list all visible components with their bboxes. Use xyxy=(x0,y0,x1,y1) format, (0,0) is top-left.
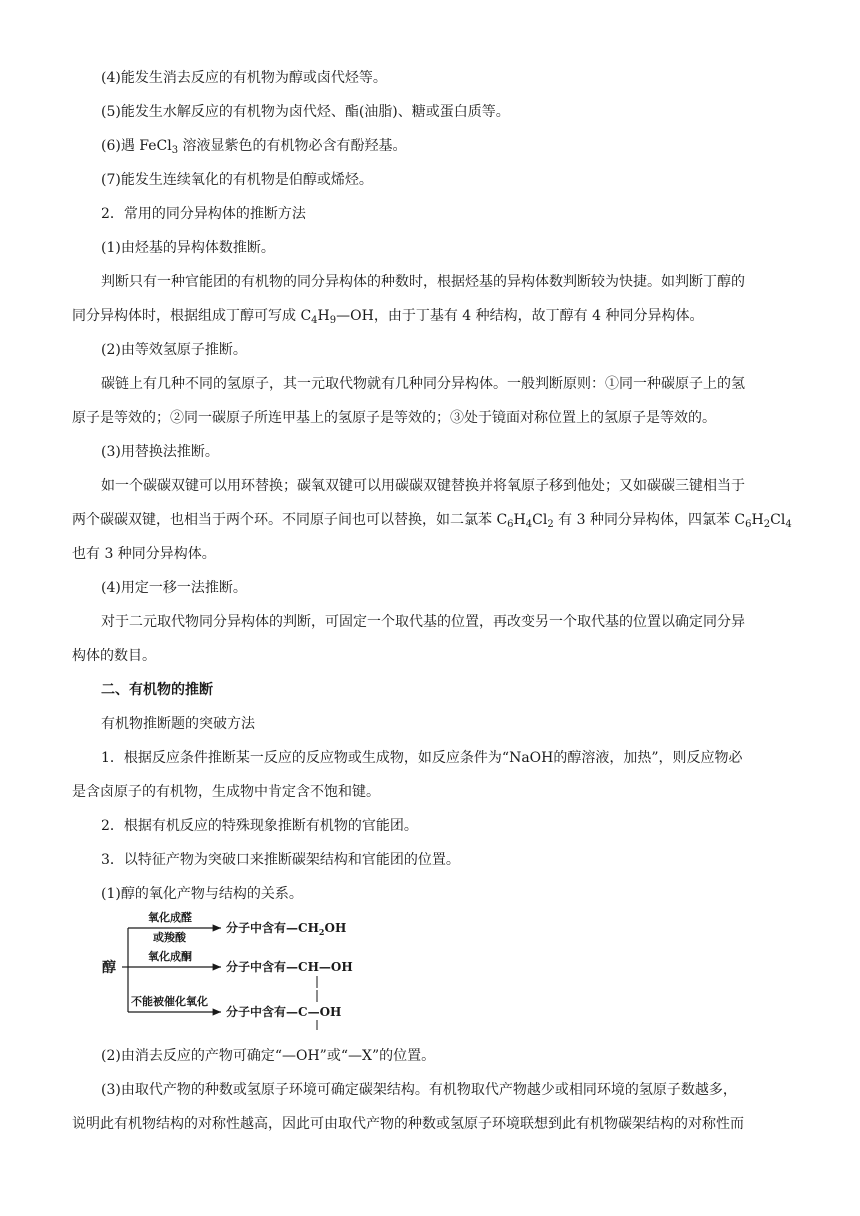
text-line: 如一个碳碳双键可以用环替换；碳氧双键可以用碳碳双键替换并将氧原子移到他处；又如碳碳三键相当于 xyxy=(101,478,745,494)
text-line: (4)能发生消去反应的有机物为醇或卤代烃等。 xyxy=(101,70,387,86)
condition-none: 不能被催化氧化 xyxy=(131,995,208,1008)
text-line: 原子是等效的；②同一碳原子所连甲基上的氢原子是等效的；③处于镜面对称位置上的氢原子是等效的。 xyxy=(72,410,716,426)
subheading: 有机物推断题的突破方法 xyxy=(101,716,255,732)
text-line: (5)能发生水解反应的有机物为卤代烃、酯(油脂)、糖或蛋白质等。 xyxy=(101,104,510,120)
text-line: 判断只有一种官能团的有机物的同分异构体的种数时，根据烃基的异构体数判断较为快捷。如判断丁醇的 xyxy=(101,274,745,290)
subheading: (4)用定一移一法推断。 xyxy=(101,580,247,596)
subheading: (2)由等效氢原子推断。 xyxy=(101,342,247,358)
text-line: 对于二元取代物同分异构体的判断，可固定一个取代基的位置，再改变另一个取代基的位置以确定同分异 xyxy=(101,614,745,630)
section-heading: 二、有机物的推断 xyxy=(101,682,213,698)
alcohol-oxidation-diagram xyxy=(100,906,380,1030)
text-line: 是含卤原子的有机物，生成物中肯定含不饱和键。 xyxy=(72,784,380,800)
text-line: (7)能发生连续氧化的有机物是伯醇或烯烃。 xyxy=(101,172,373,188)
product-tertiary: 分子中含有—C—OH xyxy=(226,1005,342,1019)
condition-ketone: 氧化成酮 xyxy=(148,950,192,963)
text-line: 两个碳碳双键，也相当于两个环。不同原子间也可以替换，如二氯苯 $C_6H_4Cl_2$ 有 3 种同分异构体，四氯苯 $C_6H_2Cl_4$ xyxy=(72,512,792,530)
text-line: 2．根据有机反应的特殊现象推断有机物的官能团。 xyxy=(101,818,418,834)
subheading: (1)醇的氧化产物与结构的关系。 xyxy=(101,886,303,902)
text-line: 1．根据反应条件推断某一反应的反应物或生成物，如反应条件为“NaOH的醇溶液，加热”，则反应物必 xyxy=(101,750,743,766)
text-line: (2)由消去反应的产物可确定“—OH”或“—X”的位置。 xyxy=(101,1048,436,1064)
text-line: 构体的数目。 xyxy=(72,648,156,664)
text-line: 说明此有机物结构的对称性越高，因此可由取代产物的种数或氢原子环境联想到此有机物碳架结构的对称性而 xyxy=(72,1116,744,1132)
section-heading: 2．常用的同分异构体的推断方法 xyxy=(101,206,306,222)
text-line: 碳链上有几种不同的氢原子，其一元取代物就有几种同分异构体。一般判断原则：①同一种碳原子上的氢 xyxy=(101,376,745,392)
subheading: (3)用替换法推断。 xyxy=(101,444,219,460)
condition-aldehyde: 氧化成醛 xyxy=(148,911,192,924)
condition-acid: 或羧酸 xyxy=(153,931,186,944)
subheading: (1)由烃基的异构体数推断。 xyxy=(101,240,275,256)
product-primary: 分子中含有$—CH_2OH$ xyxy=(226,921,347,937)
text-line: 也有 3 种同分异构体。 xyxy=(72,546,216,562)
text-line: (6)遇 FeCl$_3$ 溶液显紫色的有机物必含有酚羟基。 xyxy=(101,138,407,156)
text-line: 3．以特征产物为突破口来推断碳架结构和官能团的位置。 xyxy=(101,852,460,868)
text-line: 同分异构体时，根据组成丁醇可写成 $C_4H_9—OH$，由于丁基有 4 种结构，故丁醇有 4 种同分异构体。 xyxy=(72,308,704,326)
text-line: (3)由取代产物的种数或氢原子环境可确定碳架结构。有机物取代产物越少或相同环境的氢原子数越多， xyxy=(101,1082,737,1098)
alcohol-label: 醇 xyxy=(102,960,116,976)
product-secondary: 分子中含有—CH—OH xyxy=(226,960,353,974)
